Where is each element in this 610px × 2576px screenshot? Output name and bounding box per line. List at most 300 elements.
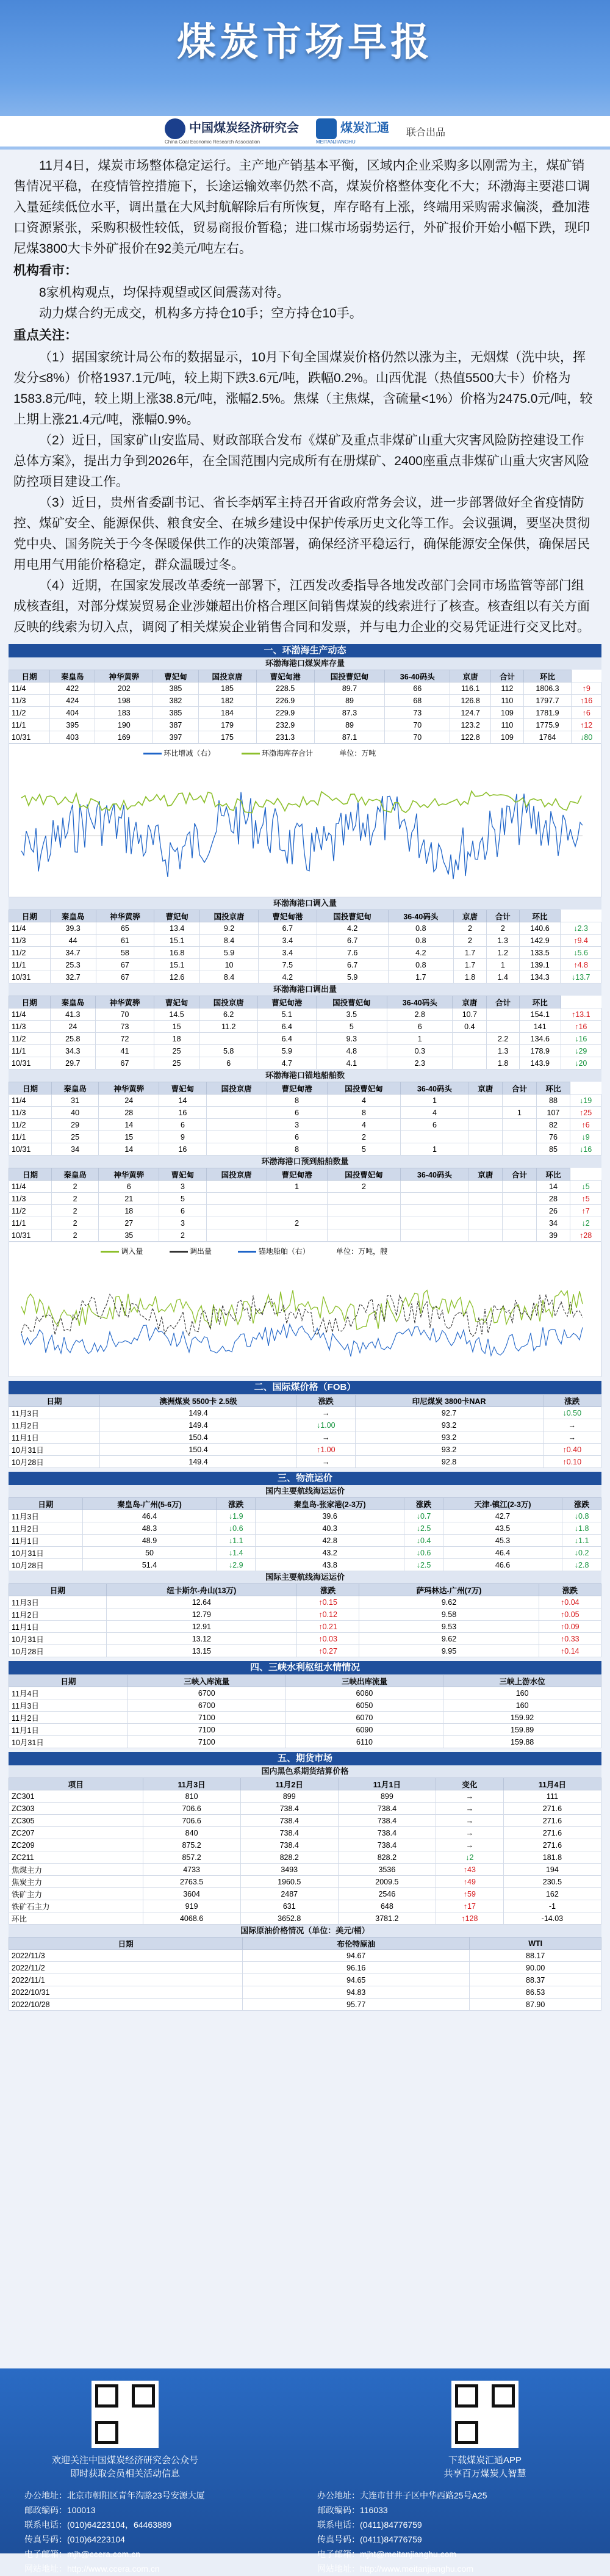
table-cell: ZC301 bbox=[9, 1790, 143, 1803]
table-cell: 4.1 bbox=[316, 1057, 387, 1069]
table-cell: 11/2 bbox=[9, 1205, 52, 1217]
table-cell: 828.2 bbox=[338, 1851, 436, 1864]
table-cell: 9.62 bbox=[359, 1596, 539, 1608]
table-cell: 68 bbox=[385, 695, 450, 707]
table-row bbox=[9, 971, 601, 983]
table-cell: → bbox=[543, 1431, 601, 1444]
column-header: 三峡出库流量 bbox=[285, 1675, 443, 1687]
table-cell: 109 bbox=[491, 707, 523, 719]
table-cell: 32.7 bbox=[50, 971, 96, 983]
table-cell: 85 bbox=[536, 1143, 570, 1156]
table-cell: 铁矿石主力 bbox=[9, 1900, 143, 1912]
table-cell bbox=[503, 1143, 537, 1156]
table-row bbox=[9, 1456, 601, 1468]
table-cell: ↓0.6 bbox=[217, 1522, 256, 1535]
table-cell: 9.95 bbox=[359, 1645, 539, 1657]
table-cell: 34.7 bbox=[50, 947, 96, 959]
table-cell: 6050 bbox=[285, 1699, 443, 1712]
column-header: 环比 bbox=[519, 910, 561, 922]
table-cell: 11/4 bbox=[9, 1094, 52, 1107]
table-cell: 34 bbox=[51, 1143, 98, 1156]
table-cell: 10.7 bbox=[453, 1008, 487, 1021]
table-row bbox=[9, 1803, 601, 1815]
table-cell: 1.4 bbox=[486, 971, 519, 983]
series-line-black bbox=[21, 1295, 583, 1337]
table-cell: 2 bbox=[51, 1205, 98, 1217]
column-header: 京唐 bbox=[450, 670, 491, 682]
legend-a: 环比增减（右） bbox=[163, 749, 215, 758]
table-cell: 6700 bbox=[127, 1699, 285, 1712]
table-cell: 65 bbox=[96, 922, 154, 935]
section-bar: 二、国际煤价格（FOB） bbox=[9, 1381, 601, 1394]
table-cell: ↑1.00 bbox=[297, 1444, 355, 1456]
table-cell: 88 bbox=[536, 1094, 570, 1107]
table-cell: 39.3 bbox=[50, 922, 96, 935]
table-cell: 6 bbox=[159, 1205, 206, 1217]
column-header: 涨跌 bbox=[217, 1498, 256, 1510]
meitanjianghu-logo: 煤炭汇通 MEITANJIANGHU bbox=[316, 118, 389, 145]
table-cell: 24 bbox=[50, 1021, 96, 1033]
table-header-row bbox=[9, 1395, 601, 1407]
qr-right-caption: 下载煤炭汇通APP 共享百万煤炭人智慧 bbox=[443, 2455, 526, 2479]
table-cell: ↑0.40 bbox=[543, 1444, 601, 1456]
focus-3: （3）近日，贵州省委副书记、省长李炳军主持召开省政府常务会议，进一步部署做好全省疫情防控、煤矿安全、能源保供、粮食安全、在城乡建设中保护传承历史文化等工作。会议强调，要坚决贯彻党中央、国务院关于今冬保暖保供工作的决策部署，确保经济平稳运行，确保能源安全保供，确保居民用电用气用能价格稳定，群众温暖过冬。 bbox=[13, 496, 590, 572]
table-cell: 110 bbox=[491, 719, 523, 731]
table-cell: 9.2 bbox=[200, 922, 259, 935]
table-cell: 0.3 bbox=[387, 1045, 453, 1057]
table-header-row bbox=[9, 1778, 601, 1790]
table-cell: ↑0.27 bbox=[297, 1645, 359, 1657]
table-title: 环渤海港口锚地船舶数 bbox=[9, 1069, 601, 1082]
table-cell: 149.4 bbox=[99, 1419, 296, 1431]
table-cell: 6 bbox=[199, 1057, 258, 1069]
table-cell: ↓1.4 bbox=[217, 1547, 256, 1559]
table-cell: 179 bbox=[198, 719, 256, 731]
legend-b: 环渤海库存合计 bbox=[262, 749, 314, 758]
table-cell: 6.7 bbox=[317, 935, 388, 947]
column-header: 曹妃甸 bbox=[154, 996, 199, 1008]
table-cell: 39 bbox=[536, 1229, 570, 1242]
table-cell: ↓80 bbox=[572, 731, 601, 743]
table-cell: 226.9 bbox=[256, 695, 314, 707]
table-cell bbox=[267, 1193, 327, 1205]
column-header: 合计 bbox=[491, 670, 523, 682]
table-cell: 840 bbox=[143, 1827, 240, 1839]
column-header: 11月3日 bbox=[143, 1778, 240, 1790]
table-cell: 7100 bbox=[127, 1712, 285, 1724]
table-row bbox=[9, 959, 601, 971]
column-header: 京唐 bbox=[454, 910, 487, 922]
table-cell: 6 bbox=[267, 1131, 327, 1143]
table-cell: 2 bbox=[51, 1217, 98, 1229]
table-cell: 1 bbox=[267, 1181, 327, 1193]
table-cell: 0.4 bbox=[453, 1021, 487, 1033]
table-cell: ↓1.9 bbox=[217, 1510, 256, 1522]
table-cell: ↓0.2 bbox=[562, 1547, 601, 1559]
table-cell: 25 bbox=[154, 1057, 199, 1069]
table-cell: → bbox=[543, 1419, 601, 1431]
table-cell: 11/2 bbox=[9, 707, 50, 719]
table-cell: 143.9 bbox=[520, 1057, 561, 1069]
table-row bbox=[9, 1205, 601, 1217]
table-title: 环渤海港口煤炭库存量 bbox=[9, 657, 601, 670]
table-cell: 2 bbox=[454, 935, 487, 947]
table-cell: ↓5.6 bbox=[561, 947, 601, 959]
table-cell: 11/2 bbox=[9, 947, 51, 959]
contact-line: 办公地址：大连市甘井子区中华西路25号A25 bbox=[317, 2491, 487, 2500]
table-cell: 12.64 bbox=[106, 1596, 296, 1608]
column-header: 涨跌 bbox=[543, 1395, 601, 1407]
table-cell: 48.3 bbox=[82, 1522, 217, 1535]
table-cell: 2 bbox=[486, 922, 519, 935]
table-cell: 89 bbox=[314, 719, 385, 731]
column-header: 秦皇岛 bbox=[51, 1168, 98, 1181]
table-cell: 2487 bbox=[240, 1888, 338, 1900]
table-cell: 3 bbox=[159, 1181, 206, 1193]
contact-line: 电子邮箱：mjh@ccera.com.cn bbox=[24, 2549, 141, 2559]
table-cell: 11/1 bbox=[9, 719, 50, 731]
table-cell bbox=[206, 1131, 267, 1143]
table-cell: 6.2 bbox=[199, 1008, 258, 1021]
table-cell: 11/4 bbox=[9, 1008, 51, 1021]
views-paragraph: 8家机构观点，均保持观望或区间震荡对待。 bbox=[39, 286, 290, 300]
table-cell: 122.8 bbox=[450, 731, 491, 743]
table-cell: 631 bbox=[240, 1900, 338, 1912]
table-cell bbox=[468, 1205, 503, 1217]
table-cell: ↓0.6 bbox=[404, 1547, 443, 1559]
focus-1: （1）据国家统计局公布的数据显示，10月下旬全国煤炭价格仍然以涨为主，无烟煤（洗中块，挥发分≤8%）价格1937.1元/吨，较上期下跌3.6元/吨，跌幅0.2%。山西优混（热值5500大卡）价格为1583.8元/吨，较上期上涨38.8元/吨，涨幅2.5%。焦煤（主焦煤，含硫量<1%）价格为2475.0元/吨，较上期上涨21.4元/吨，涨幅0.9%。 bbox=[13, 350, 593, 427]
table-cell: 1764 bbox=[523, 731, 572, 743]
table-cell: ↑9 bbox=[572, 682, 601, 695]
table-cell: 11/3 bbox=[9, 1107, 52, 1119]
contact-line: 网站地址：http://www.meitanjianghu.com bbox=[317, 2564, 473, 2574]
table-cell: 13.12 bbox=[106, 1633, 296, 1645]
page-title: 煤炭市场早报 bbox=[177, 20, 433, 64]
table-cell: 94.83 bbox=[243, 1986, 470, 1999]
table-cell: 3493 bbox=[240, 1864, 338, 1876]
table-cell: 15 bbox=[154, 1021, 199, 1033]
table-cell: 424 bbox=[50, 695, 95, 707]
column-header: 秦皇岛-广州(5-6万) bbox=[82, 1498, 217, 1510]
table-cell: 4.8 bbox=[316, 1045, 387, 1057]
table-row bbox=[9, 1021, 601, 1033]
table-cell: 76 bbox=[536, 1131, 570, 1143]
table-cell: 10月31日 bbox=[9, 1547, 83, 1559]
table-cell: 3.4 bbox=[258, 947, 317, 959]
table-cell bbox=[503, 1217, 537, 1229]
table-cell: 31 bbox=[51, 1094, 98, 1107]
table-cell: 857.2 bbox=[143, 1851, 240, 1864]
table-cell: ↑12 bbox=[572, 719, 601, 731]
contact-line: 邮政编码：100013 bbox=[24, 2505, 96, 2515]
table-cell: ↓1.1 bbox=[562, 1535, 601, 1547]
table-cell: 铁矿主力 bbox=[9, 1888, 143, 1900]
table-cell: ↑49 bbox=[436, 1876, 503, 1888]
table-cell: 271.6 bbox=[503, 1803, 601, 1815]
table-cell: 271.6 bbox=[503, 1815, 601, 1827]
table-cell: 160 bbox=[443, 1687, 601, 1699]
table-cell: 焦煤主力 bbox=[9, 1864, 143, 1876]
table-cell: ↑5 bbox=[570, 1193, 601, 1205]
table-cell: 10 bbox=[200, 959, 259, 971]
table-cell: 73 bbox=[96, 1021, 154, 1033]
table-row bbox=[9, 1888, 601, 1900]
table-cell bbox=[206, 1229, 267, 1242]
oil-table bbox=[9, 1937, 601, 2011]
table-cell: 2 bbox=[327, 1181, 401, 1193]
table-cell: 11月1日 bbox=[9, 1621, 107, 1633]
table-cell bbox=[327, 1229, 401, 1242]
table-cell: 2 bbox=[267, 1217, 327, 1229]
table-cell: 88.37 bbox=[470, 1974, 601, 1986]
table-cell: ↑9.4 bbox=[561, 935, 601, 947]
inflow-table bbox=[9, 910, 601, 983]
table-cell: 11/1 bbox=[9, 1217, 52, 1229]
column-header: 日期 bbox=[9, 1082, 52, 1094]
table-cell: 8 bbox=[267, 1094, 327, 1107]
table-cell bbox=[206, 1094, 267, 1107]
table-row bbox=[9, 1645, 601, 1657]
table-cell: 919 bbox=[143, 1900, 240, 1912]
header-banner bbox=[0, 0, 610, 150]
table-row bbox=[9, 1535, 601, 1547]
table-cell bbox=[267, 1229, 327, 1242]
column-header: 涨跌 bbox=[562, 1498, 601, 1510]
table-row bbox=[9, 707, 601, 719]
column-header: 日期 bbox=[9, 1937, 243, 1950]
table-cell: 28 bbox=[99, 1107, 159, 1119]
column-header: 布伦特原油 bbox=[243, 1937, 470, 1950]
table-cell bbox=[206, 1193, 267, 1205]
qr-left-caption: 欢迎关注中国煤炭经济研究会公众号 即时获取会员相关活动信息 bbox=[51, 2455, 198, 2479]
table-row bbox=[9, 1094, 601, 1107]
table-cell: 93.2 bbox=[355, 1444, 543, 1456]
table-cell: 6 bbox=[387, 1021, 453, 1033]
table-title: 环渤海港口调入量 bbox=[9, 897, 601, 910]
column-header: 曹妃甸港 bbox=[258, 910, 317, 922]
table-cell: 397 bbox=[153, 731, 198, 743]
table-cell: 2 bbox=[51, 1229, 98, 1242]
table-cell: 648 bbox=[338, 1900, 436, 1912]
table-cell: 15 bbox=[99, 1131, 159, 1143]
table-cell: ↓16 bbox=[561, 1033, 601, 1045]
column-header: 秦皇岛 bbox=[51, 1082, 98, 1094]
column-header: 曹妃甸港 bbox=[267, 1168, 327, 1181]
table-cell: 4733 bbox=[143, 1864, 240, 1876]
table-cell: 385 bbox=[153, 682, 198, 695]
table-cell: 44 bbox=[50, 935, 96, 947]
table-cell: 738.4 bbox=[338, 1827, 436, 1839]
table-cell: 738.4 bbox=[240, 1827, 338, 1839]
table-cell bbox=[503, 1193, 537, 1205]
table-cell: 1.7 bbox=[454, 959, 487, 971]
table-cell: ↑43 bbox=[436, 1864, 503, 1876]
column-header: 神华黄骅 bbox=[96, 996, 154, 1008]
column-header: 国投曹妃甸 bbox=[316, 996, 387, 1008]
table-row bbox=[9, 1621, 601, 1633]
table-row bbox=[9, 1687, 601, 1699]
table-cell: 231.3 bbox=[256, 731, 314, 743]
column-header: 曹妃甸港 bbox=[256, 670, 314, 682]
table-cell: 14 bbox=[99, 1143, 159, 1156]
table-cell: 11月3日 bbox=[9, 1510, 83, 1522]
table-cell: 1 bbox=[401, 1094, 468, 1107]
table-cell: 93.2 bbox=[355, 1431, 543, 1444]
right-contact bbox=[317, 2488, 598, 2576]
table-row bbox=[9, 1950, 601, 1962]
table-row bbox=[9, 1057, 601, 1069]
table-cell: 11/4 bbox=[9, 1181, 52, 1193]
table-cell: ↑7 bbox=[570, 1205, 601, 1217]
table-cell bbox=[199, 1033, 258, 1045]
column-header: 环比 bbox=[520, 996, 561, 1008]
table-cell: 899 bbox=[240, 1790, 338, 1803]
column-header: 环比 bbox=[536, 1082, 570, 1094]
table-cell: 10/31 bbox=[9, 731, 50, 743]
table-cell: 0.8 bbox=[388, 922, 454, 935]
table-cell: 5.1 bbox=[258, 1008, 317, 1021]
table-cell bbox=[487, 1021, 520, 1033]
contact-line: 联系电话：(010)64223104，64463889 bbox=[24, 2520, 172, 2530]
positions-paragraph: 动力煤合约无成交，机构多方持仓10手；空方持仓10手。 bbox=[39, 306, 362, 320]
table-cell bbox=[468, 1107, 503, 1119]
table-cell: 1 bbox=[401, 1143, 468, 1156]
table-row bbox=[9, 695, 601, 707]
table-cell: 403 bbox=[50, 731, 95, 743]
table-cell: 70 bbox=[385, 719, 450, 731]
table-row bbox=[9, 922, 601, 935]
column-header: 国投曹妃甸 bbox=[317, 910, 388, 922]
column-header: 36-40码头 bbox=[401, 1168, 468, 1181]
column-header: 国投京唐 bbox=[206, 1168, 267, 1181]
table-title: 国内黑色系期货结算价格 bbox=[9, 1765, 601, 1778]
table-cell: ↑59 bbox=[436, 1888, 503, 1900]
column-header: 日期 bbox=[9, 1675, 128, 1687]
column-header: 涨跌 bbox=[404, 1498, 443, 1510]
table-cell: 140.6 bbox=[519, 922, 561, 935]
column-header: 印尼煤炭 3800卡NAR bbox=[355, 1395, 543, 1407]
contact-line: 办公地址：北京市朝阳区青年沟路23号安源大厦 bbox=[24, 2491, 205, 2500]
table-row bbox=[9, 1119, 601, 1131]
table-cell: 6060 bbox=[285, 1687, 443, 1699]
table-row bbox=[9, 947, 601, 959]
table-cell: 1.3 bbox=[487, 1045, 520, 1057]
table-cell: 11月4日 bbox=[9, 1687, 128, 1699]
table-row bbox=[9, 1912, 601, 1925]
table-row bbox=[9, 1974, 601, 1986]
table-cell: 9 bbox=[159, 1131, 206, 1143]
table-cell: 94.65 bbox=[243, 1974, 470, 1986]
column-header: 涨跌 bbox=[539, 1584, 601, 1596]
table-row bbox=[9, 1217, 601, 1229]
column-header: 日期 bbox=[9, 1498, 83, 1510]
table-cell: 41 bbox=[96, 1045, 154, 1057]
table-cell bbox=[206, 1217, 267, 1229]
table-cell: 29 bbox=[51, 1119, 98, 1131]
table-cell: → bbox=[436, 1839, 503, 1851]
table-cell: ↓2.3 bbox=[561, 922, 601, 935]
table-row bbox=[9, 1876, 601, 1888]
table-cell: 42.7 bbox=[443, 1510, 562, 1522]
table-cell: 2009.5 bbox=[338, 1876, 436, 1888]
table-cell: 10月28日 bbox=[9, 1645, 107, 1657]
table-cell: 8 bbox=[267, 1143, 327, 1156]
table-cell: 1806.3 bbox=[523, 682, 572, 695]
table-cell: 6 bbox=[159, 1119, 206, 1131]
table-cell: 4.2 bbox=[388, 947, 454, 959]
summary-paragraph: 11月4日，煤炭市场整体稳定运行。主产地产销基本平衡，区域内企业采购多以刚需为主，煤矿销售情况平稳，在疫情管控措施下，长途运输效率仍然不高，煤炭价格整体变化不大；环渤海主要港口调入量延续低位水平，调出量在大风封航解除后有所恢复，库存略有上涨，终端用采购需求偏淡，叠加港口资源紧张，采购积极性较低，贸易商报价暂稳；进口煤市场弱势运行，外矿报价开始小幅下跌，现印尼煤3800大卡外矿报价在92美元/吨左右。 bbox=[13, 159, 590, 256]
table-cell: 422 bbox=[50, 682, 95, 695]
focus-4: （4）近期，在国家发展改革委统一部署下，江西发改委指导各地发改部门会同市场监管等部门组成核查组，对部分煤炭贸易企业涉嫌超出价格合理区间销售煤炭的线索进行了核查。核查组以有关方面反映的线索为切入点，调阅了相关煤炭企业销售合同和发票，并与电力企业的交易凭证进行交叉比对。 bbox=[13, 579, 590, 634]
table-cell: ↓13.7 bbox=[561, 971, 601, 983]
table-cell: 228.5 bbox=[256, 682, 314, 695]
table-cell: 2 bbox=[51, 1193, 98, 1205]
table-cell: ↓2.5 bbox=[404, 1559, 443, 1571]
table-cell: 1.2 bbox=[486, 947, 519, 959]
table-cell: ZC211 bbox=[9, 1851, 143, 1864]
table-cell: 11/4 bbox=[9, 682, 50, 695]
table-cell: ↑28 bbox=[570, 1229, 601, 1242]
table-row bbox=[9, 1827, 601, 1839]
table-row bbox=[9, 1008, 601, 1021]
table-cell: 92.8 bbox=[355, 1456, 543, 1468]
table-cell: 11/3 bbox=[9, 1193, 52, 1205]
table-cell: 48.9 bbox=[82, 1535, 217, 1547]
column-header: WTI bbox=[470, 1937, 601, 1950]
table-cell: 139.1 bbox=[519, 959, 561, 971]
table-header-row bbox=[9, 1082, 601, 1094]
table-cell bbox=[453, 1033, 487, 1045]
column-header: 萨玛林达-广州(7万) bbox=[359, 1584, 539, 1596]
table-cell: 110 bbox=[491, 695, 523, 707]
table-row bbox=[9, 1559, 601, 1571]
table-cell: 11月3日 bbox=[9, 1596, 107, 1608]
table-cell: 26 bbox=[536, 1205, 570, 1217]
table-cell: 160 bbox=[443, 1699, 601, 1712]
column-header: 合计 bbox=[503, 1082, 537, 1094]
table-cell: 4.2 bbox=[258, 971, 317, 983]
table-cell: 11/3 bbox=[9, 1021, 51, 1033]
table-cell: ↑6 bbox=[570, 1119, 601, 1131]
table-cell: 11月2日 bbox=[9, 1608, 107, 1621]
table-cell: 87.1 bbox=[314, 731, 385, 743]
section-bohai bbox=[9, 644, 601, 1377]
table-cell: 11.2 bbox=[199, 1021, 258, 1033]
table-cell: 94.67 bbox=[243, 1950, 470, 1962]
table-title: 国际原油价格情况（单位：美元/桶） bbox=[9, 1925, 601, 1937]
table-cell: 11月2日 bbox=[9, 1522, 83, 1535]
column-header: 36-40码头 bbox=[387, 996, 453, 1008]
column-header: 36-40码头 bbox=[388, 910, 454, 922]
table-cell: 184 bbox=[198, 707, 256, 719]
table-cell: 6 bbox=[401, 1119, 468, 1131]
table-cell: 271.6 bbox=[503, 1839, 601, 1851]
table-cell: 11月3日 bbox=[9, 1699, 128, 1712]
column-header: 国投京唐 bbox=[200, 910, 259, 922]
table-cell: 828.2 bbox=[240, 1851, 338, 1864]
table-cell: 21 bbox=[99, 1193, 159, 1205]
table-cell: 385 bbox=[153, 707, 198, 719]
table-cell: 14 bbox=[159, 1094, 206, 1107]
table-cell: 11月2日 bbox=[9, 1419, 100, 1431]
table-cell: ↓1.1 bbox=[217, 1535, 256, 1547]
table-cell bbox=[206, 1119, 267, 1131]
table-cell: 18 bbox=[154, 1033, 199, 1045]
table-title: 环渤海港口预到船舶数量 bbox=[9, 1156, 601, 1168]
intl-freight-table bbox=[9, 1583, 601, 1657]
table-cell: 10/31 bbox=[9, 1057, 51, 1069]
table-cell: 1 bbox=[486, 959, 519, 971]
